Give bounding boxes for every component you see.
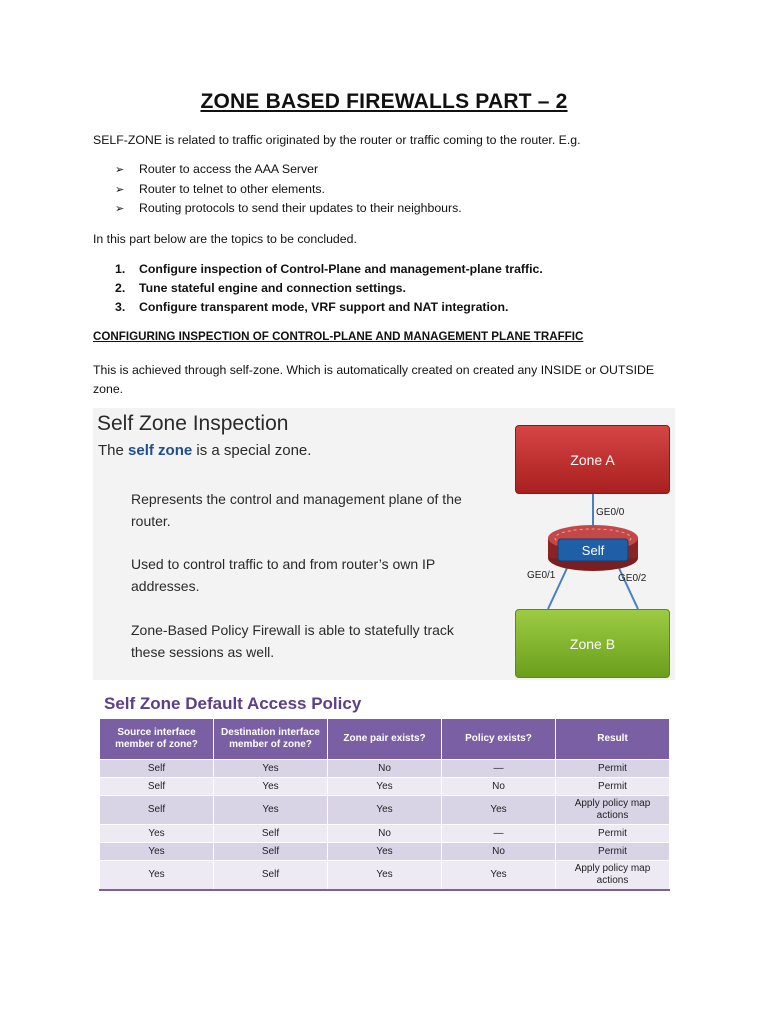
topics-list <box>115 260 543 317</box>
table-row <box>100 760 670 778</box>
table-cell: Yes <box>214 778 328 796</box>
slide-point: Used to control traffic to and from router’s own IP addresses. <box>131 556 436 594</box>
table-cell: Yes <box>214 760 328 778</box>
table-cell: Self <box>100 778 214 796</box>
intro-paragraph: SELF-ZONE is related to traffic originated by the router or traffic coming to the router. E.g. <box>93 133 581 147</box>
section-heading: CONFIGURING INSPECTION OF CONTROL-PLANE AND MANAGEMENT PLANE TRAFFIC <box>93 330 584 343</box>
bullet-text: Router to telnet to other elements. <box>139 181 325 196</box>
table-cell: Yes <box>328 796 442 825</box>
bullet-list <box>115 160 462 219</box>
table-row <box>100 843 670 861</box>
table-cell: Yes <box>100 861 214 891</box>
subtitle-highlight: self zone <box>128 442 193 459</box>
table-cell: Yes <box>214 796 328 825</box>
self-zone-policy-slide <box>93 688 675 898</box>
list-item <box>115 279 543 298</box>
zone-a-box: Zone A <box>515 425 670 494</box>
section-paragraph: This is achieved through self-zone. Which is automatically created on created any INSIDE or OUTSIDE zone. <box>93 363 655 396</box>
bullet-text: Routing protocols to send their updates to their neighbours. <box>139 201 462 215</box>
topic-text: Tune stateful engine and connection settings. <box>139 281 406 295</box>
column-header: Policy exists? <box>442 719 556 760</box>
slide-point: Zone-Based Policy Firewall is able to statefully track these sessions as well. <box>131 622 454 660</box>
subtitle-text: is a special zone. <box>192 442 312 459</box>
table-cell: Yes <box>328 861 442 891</box>
list-item <box>115 180 462 200</box>
table-cell: Yes <box>100 843 214 861</box>
table-row <box>100 778 670 796</box>
slide-title: Self Zone Default Access Policy <box>104 694 362 713</box>
table-cell: Self <box>100 760 214 778</box>
page-title: ZONE BASED FIREWALLS PART – 2 <box>200 90 568 113</box>
table-cell: No <box>442 843 556 861</box>
table-cell: Apply policy map actions <box>556 861 670 891</box>
port-label: GE0/2 <box>618 573 647 584</box>
column-header: Destination interface member of zone? <box>214 719 328 760</box>
column-header: Source interface member of zone? <box>100 719 214 760</box>
topics-intro: In this part below are the topics to be concluded. <box>93 232 357 246</box>
router-label: Self <box>581 542 605 558</box>
topic-text: Configure transparent mode, VRF support and NAT integration. <box>139 300 509 314</box>
table-cell: — <box>442 760 556 778</box>
list-item <box>115 298 543 317</box>
table-header-row <box>100 719 670 760</box>
slide-title: Self Zone Inspection <box>97 412 289 435</box>
bullet-text: Router to access the AAA Server <box>139 162 319 176</box>
table-cell: Yes <box>100 825 214 843</box>
table-cell: Yes <box>442 796 556 825</box>
table-cell: Yes <box>328 843 442 861</box>
table-row <box>100 825 670 843</box>
table-cell: Yes <box>442 861 556 891</box>
column-header: Zone pair exists? <box>328 719 442 760</box>
table-cell: Self <box>214 843 328 861</box>
arrow-bullet-icon: ➢ <box>115 203 125 215</box>
table-cell: Self <box>214 861 328 891</box>
table-row <box>100 861 670 891</box>
table-cell: No <box>328 825 442 843</box>
topic-number: 3. <box>115 300 126 314</box>
arrow-bullet-icon: ➢ <box>115 164 125 176</box>
zone-b-box: Zone B <box>515 609 670 678</box>
topic-number: 2. <box>115 281 126 295</box>
column-header: Result <box>556 719 670 760</box>
arrow-bullet-icon: ➢ <box>115 183 125 196</box>
table-cell: Apply policy map actions <box>556 796 670 825</box>
topic-number: 1. <box>115 262 126 276</box>
table-cell: Permit <box>556 760 670 778</box>
slide-point: Represents the control and management plane of the router. <box>131 491 462 529</box>
table-cell: Self <box>214 825 328 843</box>
port-label: GE0/1 <box>527 570 556 581</box>
table-cell: Permit <box>556 843 670 861</box>
table-cell: No <box>442 778 556 796</box>
list-item <box>115 260 543 279</box>
table-cell: Permit <box>556 825 670 843</box>
subtitle-text: The <box>98 442 129 459</box>
topic-text: Configure inspection of Control-Plane and management-plane traffic. <box>139 262 543 276</box>
port-label: GE0/0 <box>596 507 625 518</box>
table-cell: Self <box>100 796 214 825</box>
self-zone-inspection-slide <box>93 408 675 680</box>
table-cell: Yes <box>328 778 442 796</box>
list-item <box>115 199 462 219</box>
list-item <box>115 160 462 180</box>
table-cell: No <box>328 760 442 778</box>
policy-table <box>99 718 670 891</box>
table-cell: Permit <box>556 778 670 796</box>
table-row <box>100 796 670 825</box>
table-cell: — <box>442 825 556 843</box>
